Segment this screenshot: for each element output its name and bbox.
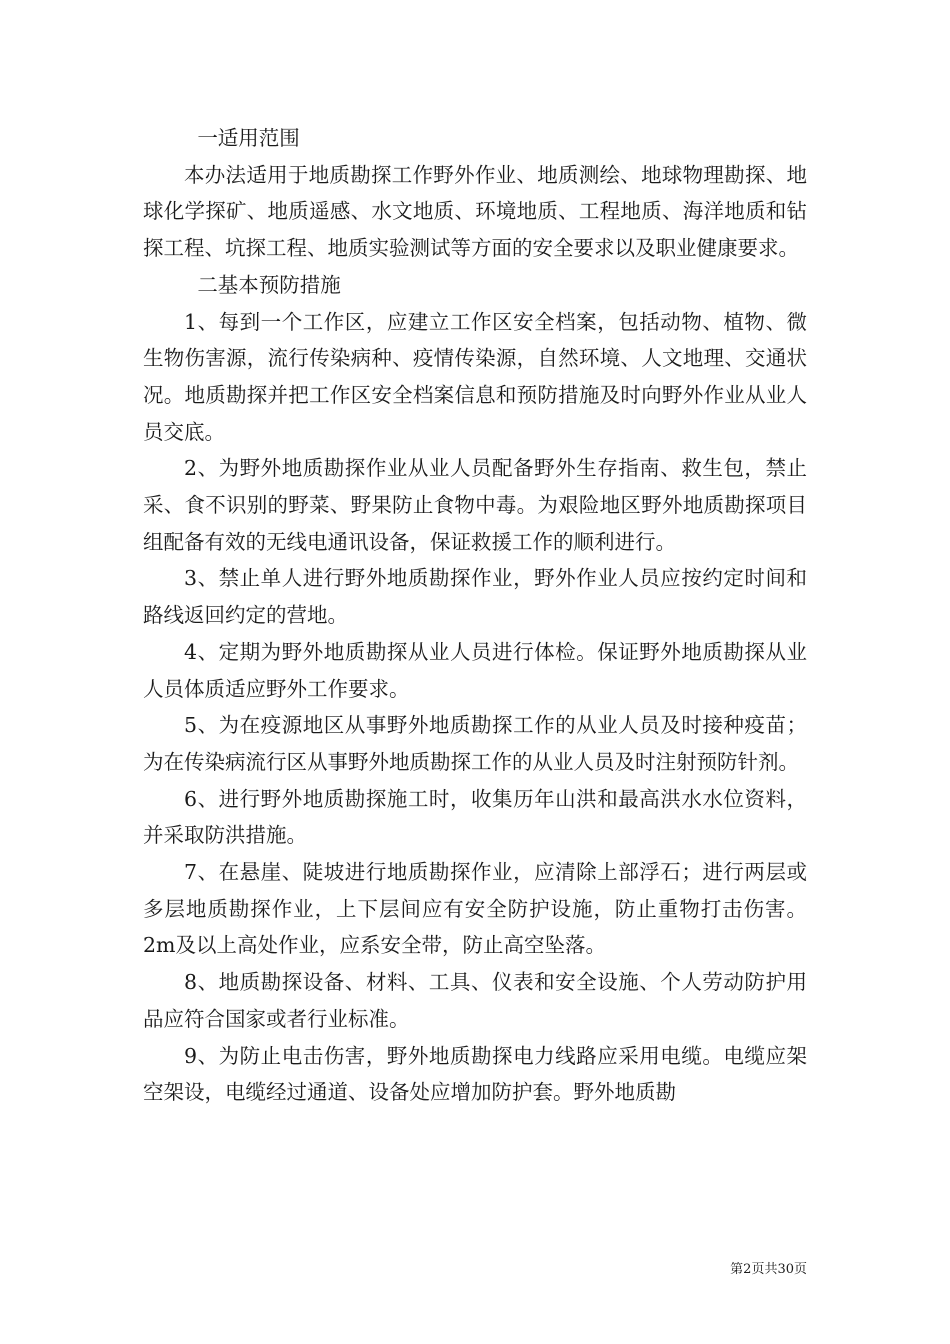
- body-paragraph: 7、在悬崖、陡坡进行地质勘探作业，应清除上部浮石；进行两层或多层地质勘探作业，上下层间应有安全防护设施，防止重物打击伤害。2m及以上高处作业，应系安全带，防止高空坠落。: [143, 860, 807, 958]
- section-heading: 二基本预防措施: [197, 272, 341, 297]
- document-body: [143, 120, 807, 1111]
- body-paragraph: 2、为野外地质勘探作业从业人员配备野外生存指南、救生包，禁止采、食不识别的野菜、野果防止食物中毒。为艰险地区野外地质勘探项目组配备有效的无线电通讯设备，保证救援工作的顺利进行。: [143, 456, 807, 554]
- body-paragraph: 9、为防止电击伤害，野外地质勘探电力线路应采用电缆。电缆应架空架设，电缆经过通道、设备处应增加防护套。野外地质勘: [143, 1043, 807, 1105]
- page-number-footer: 第2页共30页: [730, 1262, 807, 1277]
- body-paragraph: 本办法适用于地质勘探工作野外作业、地质测绘、地球物理勘探、地球化学探矿、地质遥感、水文地质、环境地质、工程地质、海洋地质和钻探工程、坑探工程、地质实验测试等方面的安全要求以及职业健康要求。: [143, 162, 807, 261]
- body-paragraph: 6、进行野外地质勘探施工时，收集历年山洪和最高洪水水位资料，并采取防洪措施。: [143, 786, 807, 848]
- body-paragraph: 8、地质勘探设备、材料、工具、仪表和安全设施、个人劳动防护用品应符合国家或者行业标准。: [143, 970, 807, 1031]
- body-paragraph: 5、为在疫源地区从事野外地质勘探工作的从业人员及时接种疫苗；为在传染病流行区从事野外地质勘探工作的从业人员及时注射预防针剂。: [143, 713, 807, 774]
- body-paragraph: 1、每到一个工作区，应建立工作区安全档案，包括动物、植物、微生物伤害源，流行传染病种、疫情传染源，自然环境、人文地理、交通状况。地质勘探并把工作区安全档案信息和预防措施及时向野外作业从业人员交底。: [143, 309, 807, 444]
- body-paragraph: 3、禁止单人进行野外地质勘探作业，野外作业人员应按约定时间和路线返回约定的营地。: [143, 566, 807, 628]
- body-paragraph: 4、定期为野外地质勘探从业人员进行体检。保证野外地质勘探从业人员体质适应野外工作要求。: [143, 639, 807, 701]
- section-heading: 一适用范围: [197, 126, 300, 150]
